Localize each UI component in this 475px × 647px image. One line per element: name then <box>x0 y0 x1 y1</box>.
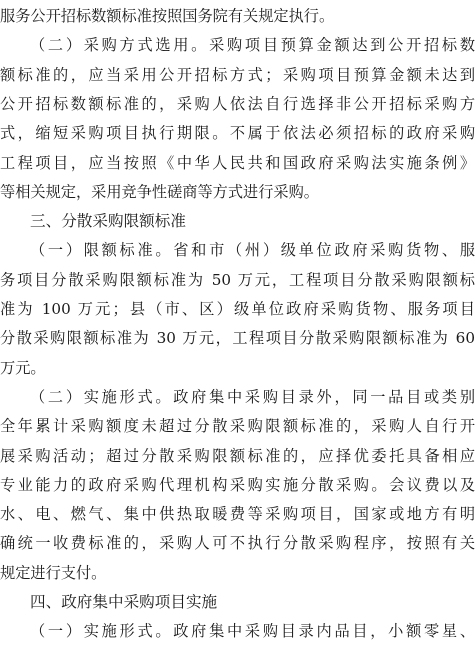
text-line-1: 服务公开招标数额标准按照国务院有关规定执行。 <box>0 7 335 25</box>
text-line-10: 务项目分散采购限额标准为 50 万元，工程项目分散采购限额标 <box>0 270 475 289</box>
section-heading-4: 四、政府集中采购项目实施 <box>30 593 218 611</box>
section-heading-3: 三、分散采购限额标准 <box>30 212 186 231</box>
text-line-12: 分散采购限额标准为 30 万元，工程项目分散采购限额标准为 60 <box>0 329 475 348</box>
text-line-20: 规定进行支付。 <box>0 563 107 582</box>
text-line-9: （一）限额标准。省和市（州）级单位政府采购货物、服 <box>30 241 475 260</box>
text-line-4: 公开招标数额标准的，采购人依法自行选择非公开招标采购方 <box>0 94 475 113</box>
text-line-11: 准为 100 万元；县（市、区）级单位政府采购货物、服务项目 <box>0 300 475 318</box>
text-line-15: 全年累计采购额度未超过分散采购限额标准的，采购人自行开 <box>0 417 475 436</box>
text-line-16: 展采购活动；超过分散采购限额标准的，应择优委托具备相应 <box>0 446 475 465</box>
text-line-17: 专业能力的政府采购代理机构采购实施分散采购。会议费以及 <box>0 475 475 494</box>
text-line-19: 确统一收费标准的，采购人可不执行分散采购程序，按照有关 <box>0 534 475 553</box>
text-line-13: 万元。 <box>0 358 46 377</box>
text-line-6: 工程项目，应当按照《中华人民共和国政府采购法实施条例》 <box>0 153 475 172</box>
text-line-7: 等相关规定，采用竞争性磋商等方式进行采购。 <box>0 182 319 201</box>
text-line-14: （二）实施形式。政府集中采购目录外，同一品目或类别 <box>30 387 475 406</box>
text-line-22: （一）实施形式。政府集中采购目录内品目，小额零星、 <box>30 622 475 641</box>
text-line-5: 式，缩短采购项目执行期限。不属于依法必须招标的政府采购 <box>0 124 475 143</box>
text-line-18: 水、电、燃气、集中供热取暖费等采购项目，国家或地方有明 <box>0 505 475 524</box>
text-line-3: 额标准的，应当采用公开招标方式；采购项目预算金额未达到 <box>0 65 475 84</box>
text-line-2: （二）采购方式选用。采购项目预算金额达到公开招标数 <box>30 36 475 55</box>
